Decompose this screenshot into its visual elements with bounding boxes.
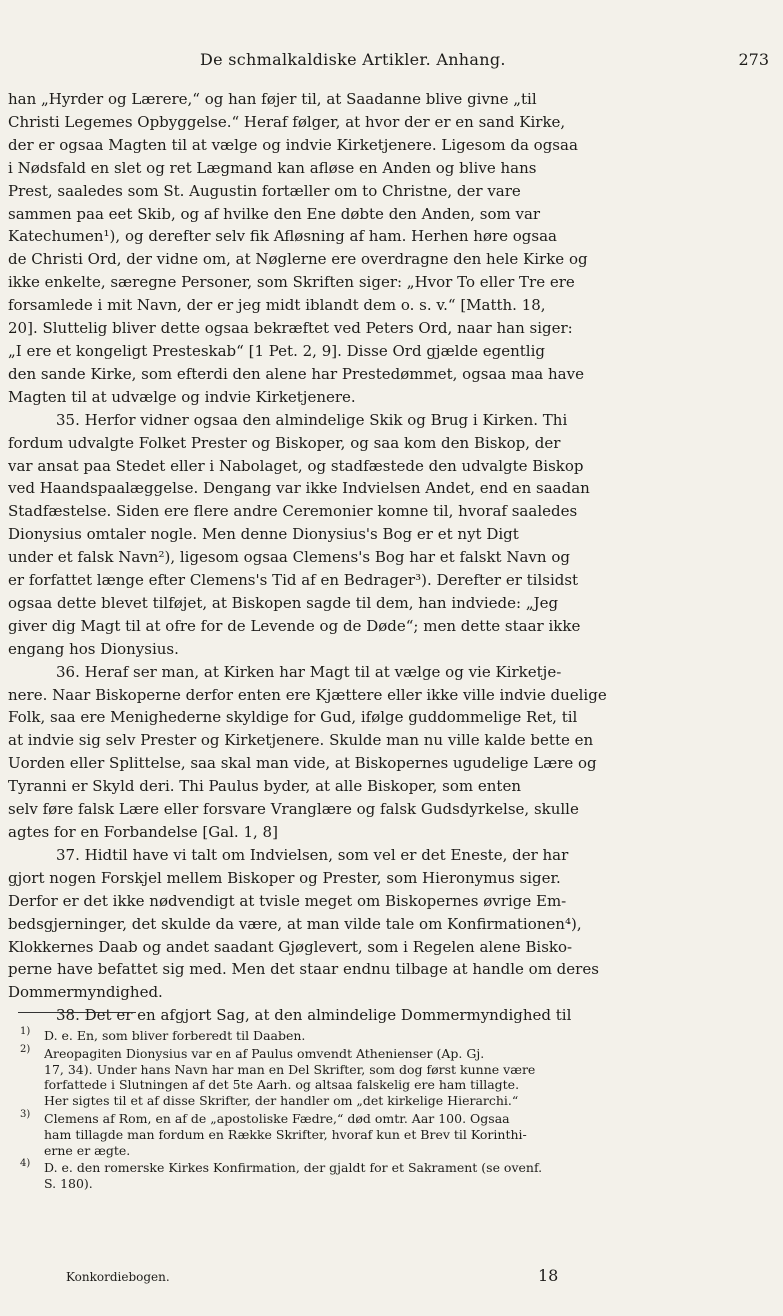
running-title: De schmalkaldiske Artikler. Anhang. [200,50,506,69]
text-line: agtes for en Forbandelse [Gal. 1, 8] [8,823,278,841]
running-header [0,48,783,74]
footnote-line: Areopagiten Dionysius var en af Paulus omvendt Athenienser (Ap. Gj. [44,1045,485,1061]
footnote [18,1108,768,1158]
text-line: bedsgjerninger, det skulde da være, at man vilde tale om Konfirmationen⁴), [8,914,582,933]
footnote-marker: 4) [20,1158,31,1170]
text-line: 38. Det er en afgjort Sag, at den almindelige Dommermyndighed til [56,1006,572,1025]
footnote-line: 17, 34). Under hans Navn har man en Del Skrifter, som dog først kunne være [44,1061,536,1077]
footnote-line: erne er ægte. [44,1142,131,1158]
text-line: nere. Naar Biskoperne derfor enten ere Kjættere eller ikke ville indvie duelige [8,685,607,704]
text-line: han „Hyrder og Lærere,“ og han føjer til, at Saadanne blive givne „til [8,90,537,108]
text-line: ogsaa dette blevet tilføjet, at Biskopen sagde til dem, han indviede: „Jeg [8,593,559,612]
page-footer [0,1268,783,1294]
paragraph [8,844,772,1004]
footnote-line: S. 180). [44,1176,93,1192]
paragraph [8,1004,772,1027]
footnote [18,1043,768,1109]
footnote-marker: 3) [20,1108,31,1120]
text-line: giver dig Magt til at ofre for de Levende og de Døde“; men dette staar ikke [8,616,581,635]
footnote-line: D. e. En, som bliver forberedt til Daaben. [44,1028,306,1043]
footnote-marker: 2) [20,1043,31,1055]
text-line: Dionysius omtaler nogle. Men denne Dionysius's Bog er et nyt Digt [8,525,519,544]
text-line: Katechumen¹), og derefter selv fik Afløsning af ham. Herhen høre ogsaa [8,227,557,246]
text-line: i Nødsfald en slet og ret Lægmand kan afløse en Anden og blive hans [8,158,537,177]
footnote-line: forfattede i Slutningen af det 5te Aarh. og altsaa falskelig ere ham tillagte. [44,1077,520,1093]
text-line: 35. Herfor vidner ogsaa den almindelige Skik og Brug i Kirken. Thi [56,410,568,429]
footnote-line: ham tillagde man fordum en Række Skrifter, hvoraf kun et Brev til Korinthi- [44,1126,527,1142]
footnote-divider [18,1012,136,1013]
text-line: er forfattet længe efter Clemens's Tid af en Bedrager³). Derefter er tilsidst [8,571,579,590]
sheet-number: 18 [538,1266,559,1285]
text-line: 37. Hidtil have vi talt om Indvielsen, som vel er det Eneste, der har [56,845,569,864]
text-line: Tyranni er Skyld deri. Thi Paulus byder, at alle Biskoper, som enten [8,777,521,796]
text-line: at indvie sig selv Prester og Kirketjenere. Skulde man nu ville kalde bette en [8,731,594,750]
text-line: Stadfæstelse. Siden ere flere andre Ceremonier komne til, hvoraf saaledes [8,502,578,521]
text-line: Magten til at udvælge og indvie Kirketjenere. [8,387,356,406]
text-line: perne have befattet sig med. Men det staar endnu tilbage at handle om deres [8,960,599,979]
signature-mark: Konkordiebogen. [66,1270,170,1284]
paragraph [8,88,772,409]
text-line: der er ogsaa Magten til at vælge og indvie Kirketjenere. Ligesom da ogsaa [8,135,578,154]
footnote [18,1028,768,1044]
text-line: Klokkernes Daab og andet saadant Gjøglevert, som i Regelen alene Bisko- [8,937,573,956]
text-line: sammen paa eet Skib, og af hvilke den Ene døbte den Anden, som var [8,204,541,223]
text-line: var ansat paa Stedet eller i Nabolaget, og stadfæstede den udvalgte Biskop [8,456,584,475]
text-line: gjort nogen Forskjel mellem Biskoper og Prester, som Hieronymus siger. [8,868,561,887]
text-line: engang hos Dionysius. [8,639,179,658]
text-line: forsamlede i mit Navn, der er jeg midt iblandt dem o. s. v.“ [Matth. 18, [8,296,546,315]
text-line: den sande Kirke, som efterdi den alene har Prestedømmet, ogsaa maa have [8,364,584,383]
footnote [18,1160,768,1192]
paragraph [8,409,772,661]
text-line: 20]. Sluttelig bliver dette ogsaa bekræftet ved Peters Ord, naar han siger: [8,319,573,338]
text-line: ikke enkelte, særegne Personer, som Skriften siger: „Hvor To eller Tre ere [8,273,575,292]
footnotes [18,1028,768,1194]
paragraph [8,661,772,844]
text-line: ved Haandspaalæggelse. Dengang var ikke Indvielsen Andet, end en saadan [8,479,590,498]
footnote-line: D. e. den romerske Kirkes Konfirmation, der gjaldt for et Sakrament (se ovenf. [44,1160,543,1176]
text-line: Folk, saa ere Menighederne skyldige for Gud, ifølge guddommelige Ret, til [8,708,578,727]
page-number: 273 [738,50,769,69]
text-line: Dommermyndighed. [8,983,163,1002]
text-line: „I ere et kongeligt Presteskab“ [1 Pet. 2, 9]. Disse Ord gjælde egentlig [8,341,545,360]
footnote-line: Clemens af Rom, en af de „apostoliske Fædre,“ død omtr. Aar 100. Ogsaa [44,1110,510,1126]
text-line: 36. Heraf ser man, at Kirken har Magt til at vælge og vie Kirketje- [56,662,562,681]
text-line: fordum udvalgte Folket Prester og Biskoper, og saa kom den Biskop, der [8,433,561,452]
footnote-line: Her sigtes til et af disse Skrifter, der handler om „det kirkelige Hierarchi.“ [44,1093,519,1109]
footnote-marker: 1) [20,1026,31,1037]
text-line: selv føre falsk Lære eller forsvare Vranglære og falsk Gudsdyrkelse, skulle [8,800,579,819]
text-line: under et falsk Navn²), ligesom ogsaa Clemens's Bog har et falskt Navn og [8,548,570,567]
text-line: Prest, saaledes som St. Augustin fortæller om to Christne, der vare [8,181,521,200]
main-text [8,88,772,1027]
text-line: Christi Legemes Opbyggelse.“ Heraf følger, at hvor der er en sand Kirke, [8,112,566,131]
text-line: de Christi Ord, der vidne om, at Nøglerne ere overdragne den hele Kirke og [8,250,588,269]
text-line: Derfor er det ikke nødvendigt at tvisle meget om Biskopernes øvrige Em- [8,891,567,910]
text-line: Uorden eller Splittelse, saa skal man vide, at Biskopernes ugudelige Lære og [8,754,597,773]
